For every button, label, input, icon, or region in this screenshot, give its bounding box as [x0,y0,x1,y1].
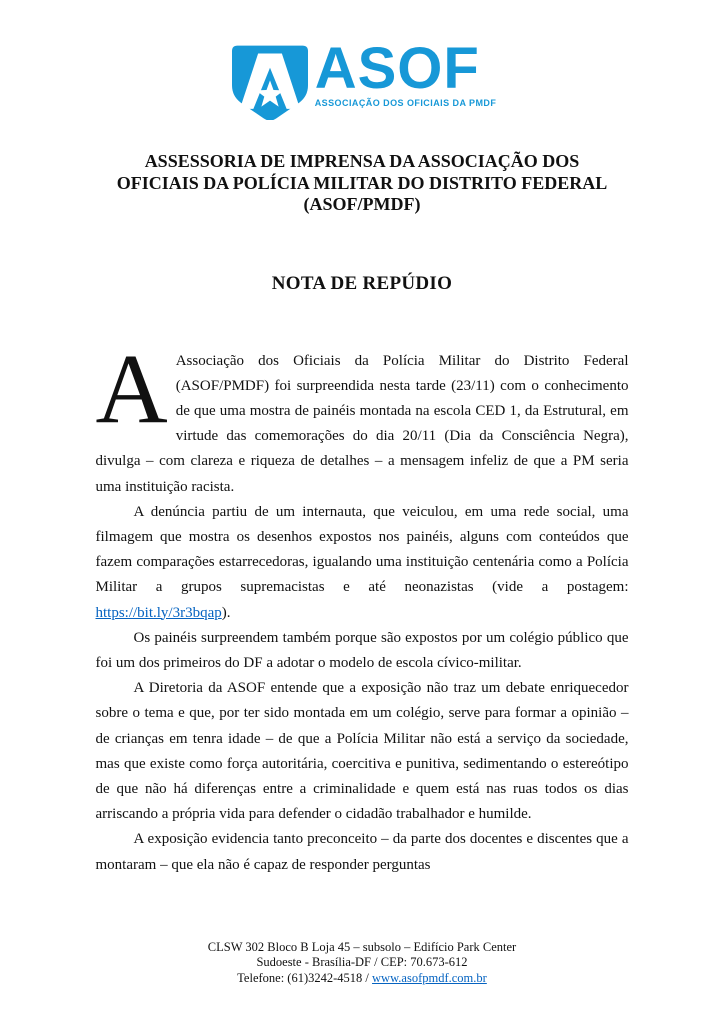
paragraph-1-text: Associação dos Oficiais da Polícia Militar do Distrito Federal (ASOF/PMDF) foi surpreendida nesta tarde (23/11) com o conhecimento de que uma mostra de painéis montada na escola CED 1, da Estrutural, em virtude das comemorações do dia 20/11 (Dia da Consciência Negra), divulga – com clareza e riqueza de detalhes – a mensagem infeliz de que a PM seria uma instituição racista. [95,352,629,495]
paragraph-5: A exposição evidencia tanto preconceito – da parte dos docentes e discentes que a montaram – que ela não é capaz de responder perguntas [95,831,629,873]
shield-logo-icon [228,44,312,120]
footer-city-line: Sudoeste - Brasília-DF / CEP: 70.673-612 [256,955,468,969]
logo-text [314,36,497,108]
heading-line-2: OFICIAIS DA POLÍCIA MILITAR DO DISTRITO FEDERAL [116,172,608,193]
logo-acronym: ASOF [314,36,480,101]
heading-line-3: (ASOF/PMDF) [303,194,421,214]
website-link[interactable]: www.asofpmdf.com.br [372,970,487,985]
press-office-heading [82,151,642,216]
dropcap-letter: A [95,332,168,444]
bitly-post-link[interactable]: https://bit.ly/3r3bqap [95,604,222,621]
note-title: NOTA DE REPÚDIO [271,272,453,294]
paragraph-2-tail: ). [221,604,231,621]
footer-address-line: CLSW 302 Bloco B Loja 45 – subsolo – Edifício Park Center [207,939,517,954]
paragraph-4: A Diretoria da ASOF entende que a exposição não traz um debate enriquecedor sobre o tema e que, por ter sido montada em um colégio, serve para formar a opinião – de crianças em tenra idade – de que a Polícia Militar não está a serviço da sociedade, mas que existe como força autoritária, coercitiva e punitiva, sedimentando o estereótipo de que não há diferenças entre a criminalidade e quem está nas ruas todos os dias arriscando a própria vida para defender o cidadão trabalhador e humilde. [95,680,629,823]
footer [0,940,724,987]
asof-logo [0,0,724,120]
logo-subtitle: ASSOCIAÇÃO DOS OFICIAIS DA PMDF [314,98,497,108]
note-body [95,332,629,878]
footer-contact-line [0,971,724,987]
paragraph-2-text: A denúncia partiu de um internauta, que veiculou, em uma rede social, uma filmagem que mostra os desenhos expostos nos painéis, alguns com conteúdos que fazem comparações estarrecedoras, igualando uma instituição centenária como a Polícia Militar a grupos supremacistas e até neonazistas (vide a postagem: [95,503,629,596]
paragraph-1 [95,332,629,500]
footer-phone: Telefone: (61)3242-4518 / [237,970,373,985]
heading-line-1: ASSESSORIA DE IMPRENSA DA ASSOCIAÇÃO DOS [144,151,580,171]
paragraph-3: Os painéis surpreendem também porque são expostos por um colégio público que foi um dos primeiros do DF a adotar o modelo de escola cívico-militar. [95,629,629,671]
paragraph-2 [96,500,629,626]
